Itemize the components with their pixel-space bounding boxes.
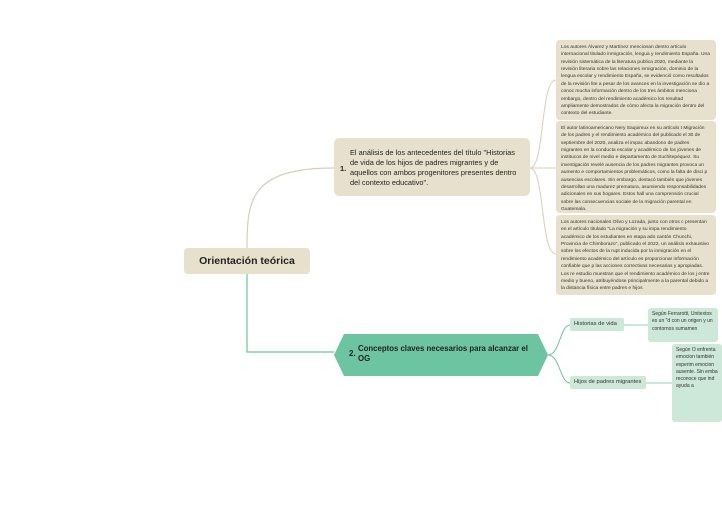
branch-2-topic[interactable] bbox=[334, 334, 548, 376]
subtopic-2-note[interactable]: Según O enfrenta emocion también experim emocion ausente. Sin emba reconoce que ind ayuda a bbox=[672, 344, 722, 422]
branch-1-label: El análisis de los antecedentes del título "Historias de vida de los hijos de padres migrantes y de aquellos con ambos progenitores presentes dentro del contexto educativo". bbox=[350, 148, 517, 187]
root-topic[interactable] bbox=[184, 248, 310, 274]
connector-root-branch1 bbox=[247, 168, 334, 248]
connector-branch1-note1 bbox=[530, 80, 556, 168]
branch-1-note-1[interactable]: Los autores Álvarez y Martínez mencionan dentro artículo internacional titulado inmigración, lengua y rendimiento España. Una revisión sistemática de la literatura publica 2020, mediante la revisión literaria sobre las relaciones inmigración, dominio de la lengua escolar y rendimiento España, se evidenció como resultados de la revisión lite a pesar de los avances en la investigación se dio a conoc mucha información dentro de los tres ámbitos menciona embargo, dentro del rendimiento académico los resultad ampliamente demostrados de cómo afecta la migración dentro del contexto del estudiante. bbox=[556, 40, 716, 120]
subtopic-historias-de-vida[interactable]: Historias de vida bbox=[570, 318, 624, 331]
branch-2-label: Conceptos claves necesarios para alcanzar el OG bbox=[358, 344, 528, 363]
subtopic-1-note[interactable]: Según Ferrarotti, Unitextos es un "d con un origen y un contornos sumamen bbox=[648, 308, 718, 342]
connector-branch2-sub1 bbox=[548, 325, 570, 355]
subtopic-hijos-de-padres-migrantes[interactable]: Hijos de padres migrantes bbox=[570, 376, 646, 389]
branch-1-note-2[interactable]: El autor latinoamericano Nery Saquimux en su artículo t Migración de los padres y el rendimiento académico del publicado el 30 de septiembre del 2020, analiza el impac abandono de padres migrantes en la conducta escolar y académico de los jóvenes de institucos de nivel medio e departamento de Suchitepéquez. Su investigación revelé ausencia de los padres migrantes provoca un aumento e comportamientos problemáticos, como la falta de disci p ausencias escolares. Sin embargo, destacó también que jóvenes desarrollan una madurez prematura, asumiendo responsabilidades adicionales en sus hogares. Estos hall una comprensión crucial sobre las consecuencias sociale de la migración parental en Guatemala. bbox=[556, 121, 716, 213]
connector-branch2-sub2 bbox=[548, 355, 570, 383]
branch-2-number: 2. bbox=[349, 349, 356, 358]
branch-1-number: 1. bbox=[340, 164, 347, 173]
branch-1-note-3[interactable]: Los autores nacionales Olivo y Lozada, junto con otros c presentan en el artículo titulado "La migración y su impa rendimiento académico de los estudiantes en etapa ado cantón Chunchi, Provincia de Chimborazo", publicado el 2022, un análisis exhaustivo sobre los efectos de la rupt inducida por la inmigración en el rendimiento académico del artículo es proporcionar información confiable que p las acciones correctivas necesarias y apropiadas. Los re estudio muestran que el rendimiento académico de los j entre medio y bueno, atribuyéndose principalmente a la parental debido a la distancia física entre padres e hijos bbox=[556, 215, 716, 295]
branch-1-topic[interactable] bbox=[334, 138, 530, 196]
connector-root-branch2 bbox=[247, 274, 334, 352]
root-topic-label: Orientación teórica bbox=[199, 255, 295, 267]
connector-branch1-note3 bbox=[530, 168, 556, 254]
